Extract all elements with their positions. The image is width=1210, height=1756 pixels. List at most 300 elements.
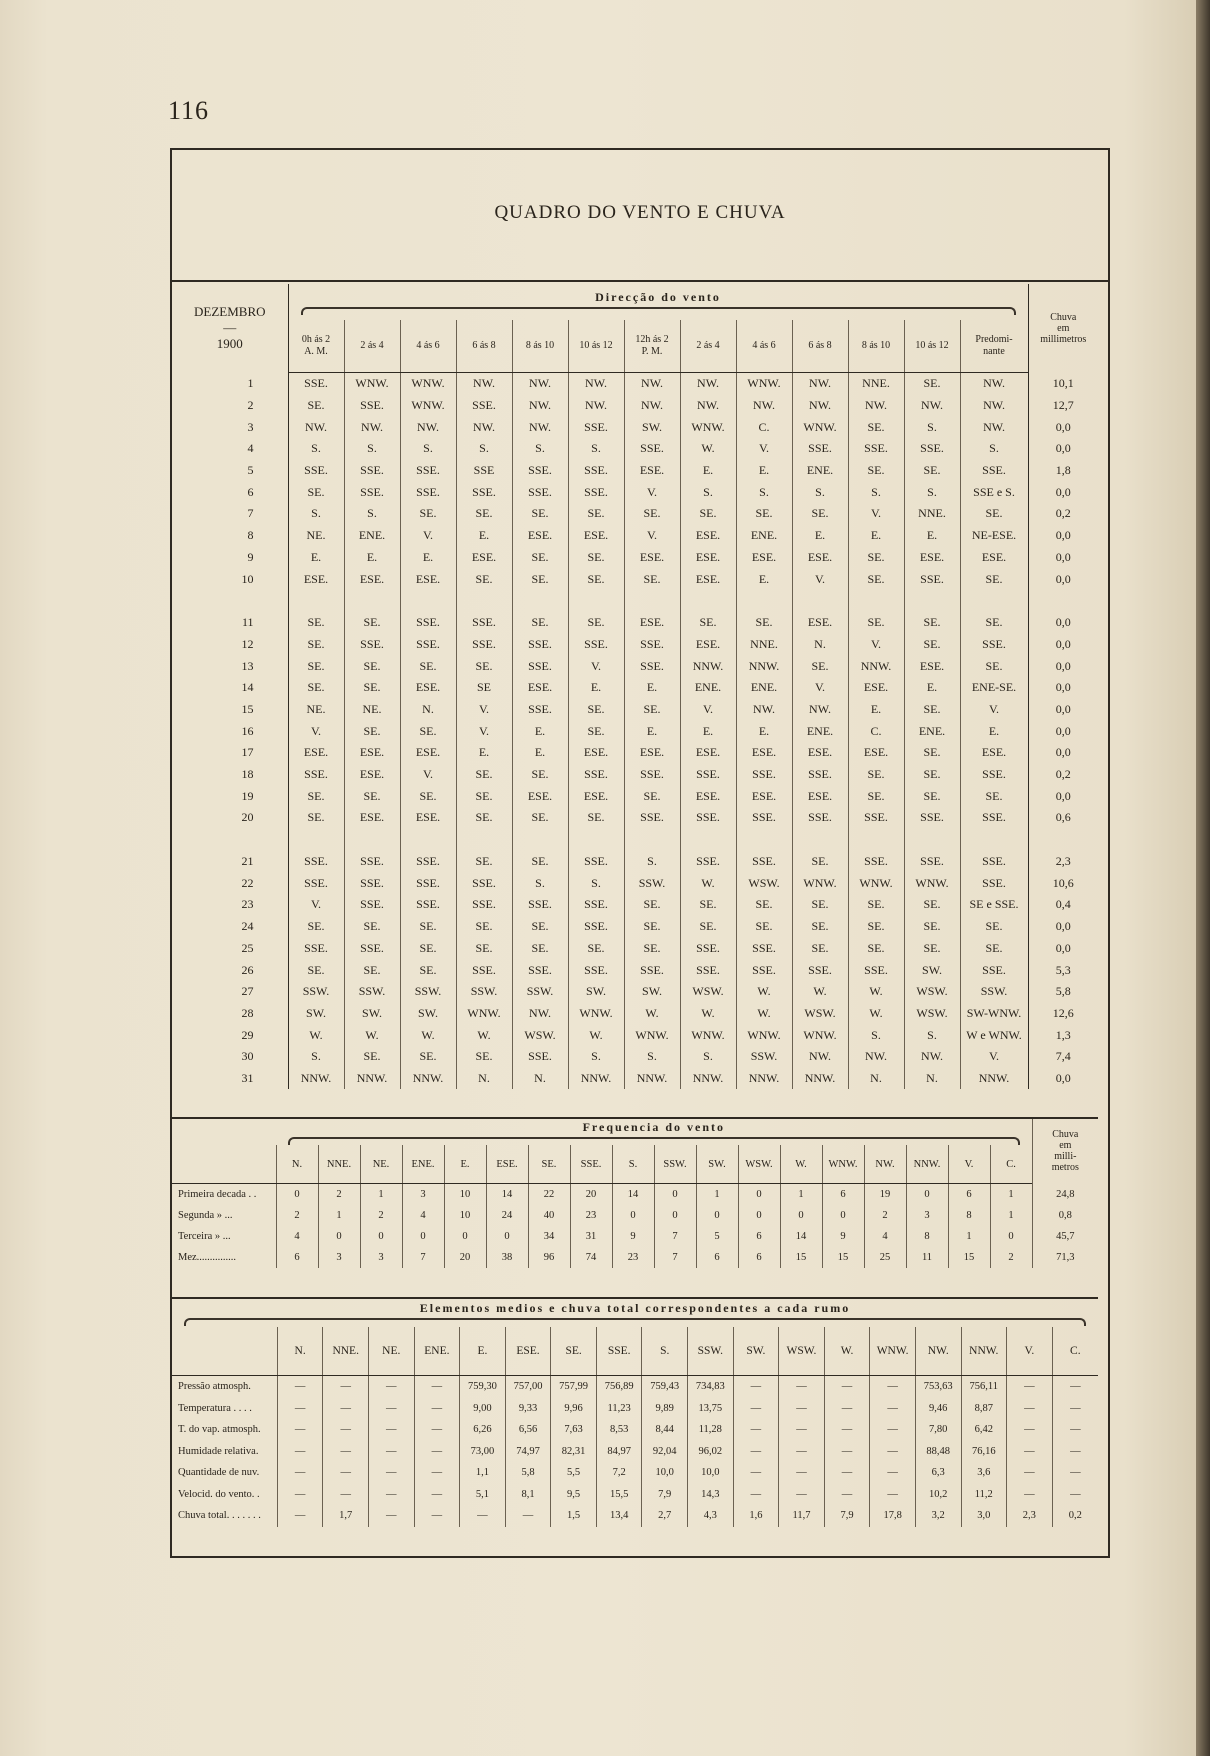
wind-cell: SE. — [288, 959, 344, 981]
element-cell: 96,02 — [688, 1441, 734, 1463]
element-cell: 4,3 — [688, 1505, 734, 1527]
element-cell: — — [277, 1441, 323, 1463]
predominant-cell: SSE. — [960, 634, 1028, 656]
freq-corner — [172, 1118, 276, 1145]
element-cell: — — [733, 1419, 779, 1441]
day-number: 11 — [241, 615, 254, 630]
wind-cell: WNW. — [904, 872, 960, 894]
wind-cell: NNE. — [904, 503, 960, 525]
wind-cell: WNW. — [400, 373, 456, 395]
wind-direction-table — [172, 284, 1098, 1089]
element-cell: 5,1 — [460, 1484, 506, 1506]
element-cell: 10,0 — [642, 1462, 688, 1484]
wind-cell: SE. — [904, 785, 960, 807]
wind-cell: S. — [680, 481, 736, 503]
header-brace — [184, 1318, 1086, 1326]
wind-cell: SSE. — [512, 634, 568, 656]
wind-cell: ESE. — [792, 785, 848, 807]
wind-cell: ESE. — [904, 655, 960, 677]
gap-cell — [288, 829, 344, 851]
wind-cell: SSE — [456, 460, 512, 482]
element-cell: 13,75 — [688, 1398, 734, 1420]
wind-cell: ESE. — [736, 785, 792, 807]
element-cell: 1,7 — [323, 1505, 369, 1527]
wind-cell: V. — [624, 525, 680, 547]
element-cell: — — [277, 1376, 323, 1398]
frequency-cell: 9 — [612, 1226, 654, 1247]
wind-cell: SSE. — [288, 851, 344, 873]
frequency-cell: 3 — [318, 1247, 360, 1268]
month-dash: — — [223, 320, 237, 336]
wind-cell: C. — [736, 416, 792, 438]
row-label: Velocid. do vento. . — [178, 1488, 260, 1500]
day-number: 4 — [247, 441, 254, 456]
wind-cell: SE. — [288, 785, 344, 807]
gap-cell — [288, 590, 344, 612]
direction-header: ENE. — [402, 1145, 444, 1184]
frequency-cell: 0 — [780, 1205, 822, 1226]
wind-cell: V. — [736, 438, 792, 460]
day-number: 15 — [241, 701, 254, 716]
element-cell: — — [414, 1419, 460, 1441]
wind-cell: NW. — [736, 699, 792, 721]
frequency-cell: 0 — [654, 1184, 696, 1206]
wind-cell: NW. — [568, 395, 624, 417]
frequency-cell: 3 — [402, 1184, 444, 1206]
table-row — [172, 872, 1098, 894]
gap-cell — [960, 590, 1028, 612]
wind-cell: S. — [288, 503, 344, 525]
wind-cell: V. — [400, 764, 456, 786]
element-cell: — — [277, 1419, 323, 1441]
wind-cell: SSE. — [792, 764, 848, 786]
element-cell: 6,42 — [961, 1419, 1007, 1441]
element-cell: 6,56 — [505, 1419, 551, 1441]
frequency-cell: 0 — [276, 1184, 318, 1206]
wind-cell: SSE. — [848, 438, 904, 460]
element-cell: — — [505, 1505, 551, 1527]
wind-cell: SW. — [624, 981, 680, 1003]
rain-header — [1028, 284, 1098, 373]
wind-cell: SSE. — [568, 460, 624, 482]
predominant-cell: SE. — [960, 916, 1028, 938]
wind-cell: SE. — [624, 938, 680, 960]
day-number: 1 — [247, 376, 254, 391]
wind-cell: SE. — [288, 481, 344, 503]
wind-cell: W. — [736, 981, 792, 1003]
frequency-cell: 7 — [654, 1226, 696, 1247]
direction-header: NNW. — [906, 1145, 948, 1184]
wind-cell: SSE. — [400, 634, 456, 656]
wind-cell: ENE. — [736, 677, 792, 699]
elements-title: Elementos medios e chuva total correspondentes a cada rumo — [419, 1300, 851, 1315]
wind-cell: SSE. — [456, 612, 512, 634]
wind-cell: NW. — [624, 373, 680, 395]
element-cell: 3,0 — [961, 1505, 1007, 1527]
element-cell: — — [870, 1462, 916, 1484]
wind-cell: E. — [848, 525, 904, 547]
table-row — [172, 1068, 1098, 1090]
wind-cell: ESE. — [400, 677, 456, 699]
rain-cell: 1,8 — [1028, 460, 1098, 482]
row-label: Terceira » ... — [178, 1231, 231, 1242]
wind-cell: S. — [624, 851, 680, 873]
wind-cell: SSE. — [400, 481, 456, 503]
frequency-cell: 0 — [696, 1205, 738, 1226]
element-cell: 8,1 — [505, 1484, 551, 1506]
wind-cell: ESE. — [288, 568, 344, 590]
wind-cell: SE. — [624, 699, 680, 721]
wind-cell: SE. — [568, 503, 624, 525]
row-label: Chuva total. . . . . . . — [178, 1510, 261, 1522]
table-row — [172, 1505, 1098, 1527]
frequency-cell: 15 — [948, 1247, 990, 1268]
wind-cell: S. — [680, 1046, 736, 1068]
predominant-cell: V. — [960, 699, 1028, 721]
wind-cell: SSE. — [624, 959, 680, 981]
wind-cell: SE. — [512, 547, 568, 569]
wind-cell: SE. — [344, 655, 400, 677]
wind-cell: SE. — [400, 655, 456, 677]
rain-cell: 0,0 — [1028, 634, 1098, 656]
frequency-cell: 0 — [990, 1226, 1032, 1247]
wind-cell: S. — [512, 438, 568, 460]
wind-cell: SE. — [904, 894, 960, 916]
gap-cell — [568, 829, 624, 851]
element-cell: — — [870, 1398, 916, 1420]
decade-gap — [172, 590, 1098, 612]
wind-cell: SE — [456, 677, 512, 699]
day-number: 27 — [241, 984, 254, 999]
wind-cell: NW. — [792, 699, 848, 721]
element-cell: — — [368, 1398, 414, 1420]
wind-cell: SE. — [736, 612, 792, 634]
gap-cell — [904, 590, 960, 612]
interval-header: 8 ás 10 — [848, 320, 904, 373]
wind-cell: SSE. — [288, 872, 344, 894]
predominant-cell: SSE. — [960, 764, 1028, 786]
wind-cell: SSE. — [344, 872, 400, 894]
wind-cell: W. — [344, 1024, 400, 1046]
direction-header: SSW. — [654, 1145, 696, 1184]
gap-cell — [960, 829, 1028, 851]
wind-cell: SSE. — [456, 959, 512, 981]
wind-cell: SE. — [624, 568, 680, 590]
table-row — [172, 785, 1098, 807]
wind-cell: NNW. — [344, 1068, 400, 1090]
table-row — [172, 1441, 1098, 1463]
wind-cell: ESE. — [288, 742, 344, 764]
predominant-cell: SSE. — [960, 807, 1028, 829]
wind-cell: SE. — [456, 807, 512, 829]
element-cell: 88,48 — [915, 1441, 961, 1463]
element-cell: — — [368, 1419, 414, 1441]
wind-cell: NW. — [792, 1046, 848, 1068]
frequency-cell: 1 — [360, 1184, 402, 1206]
element-cell: 1,1 — [460, 1462, 506, 1484]
table-row — [172, 851, 1098, 873]
wind-cell: WNW. — [848, 872, 904, 894]
table-row — [172, 807, 1098, 829]
wind-cell: SE. — [848, 785, 904, 807]
frequency-cell: 1 — [990, 1184, 1032, 1206]
wind-cell: E. — [456, 742, 512, 764]
rain-cell: 0,0 — [1028, 547, 1098, 569]
element-cell: — — [733, 1462, 779, 1484]
wind-cell: NNW. — [736, 655, 792, 677]
wind-cell: SSE. — [512, 460, 568, 482]
wind-cell: ENE. — [736, 525, 792, 547]
wind-cell: E. — [792, 525, 848, 547]
wind-cell: W. — [680, 872, 736, 894]
rain-label-line: milli- — [1054, 1151, 1077, 1163]
wind-cell: W. — [568, 1024, 624, 1046]
wind-cell: NW. — [680, 373, 736, 395]
gap-cell — [792, 829, 848, 851]
element-cell: — — [414, 1484, 460, 1506]
day-number: 6 — [247, 484, 254, 499]
wind-cell: SE. — [848, 568, 904, 590]
table-row — [172, 416, 1098, 438]
wind-cell: WNW. — [568, 1003, 624, 1025]
wind-cell: SSE. — [456, 481, 512, 503]
wind-cell: NNW. — [736, 1068, 792, 1090]
wind-cell: S. — [848, 1024, 904, 1046]
day-number: 10 — [241, 571, 254, 586]
direction-header: ESE. — [486, 1145, 528, 1184]
wind-cell: NW. — [568, 373, 624, 395]
frequency-cell: 6 — [276, 1247, 318, 1268]
row-label: Pressão atmosph. — [178, 1381, 251, 1393]
wind-cell: SE. — [512, 503, 568, 525]
page-number: 116 — [168, 96, 210, 125]
wind-cell: ENE. — [792, 460, 848, 482]
wind-cell: SSE. — [512, 894, 568, 916]
wind-cell: ESE. — [736, 742, 792, 764]
direction-header: C. — [990, 1145, 1032, 1184]
element-cell: — — [779, 1419, 825, 1441]
wind-cell: SW. — [288, 1003, 344, 1025]
rain-label-line: Chuva — [1050, 311, 1077, 323]
wind-cell: WNW. — [680, 416, 736, 438]
year-label: 1900 — [216, 336, 243, 352]
wind-cell: WNW. — [624, 1024, 680, 1046]
day-number: 23 — [241, 897, 254, 912]
predominant-cell: SE e SSE. — [960, 894, 1028, 916]
wind-cell: SE. — [736, 503, 792, 525]
table-row — [172, 612, 1098, 634]
rain-cell: 24,8 — [1032, 1184, 1098, 1206]
wind-cell: E. — [736, 460, 792, 482]
frequency-cell: 0 — [738, 1184, 780, 1206]
wind-cell: SSE. — [344, 894, 400, 916]
wind-cell: NW. — [680, 395, 736, 417]
wind-cell: SE. — [456, 851, 512, 873]
row-label: Quantidade de nuv. — [178, 1467, 260, 1479]
wind-cell: ESE. — [568, 525, 624, 547]
wind-cell: W. — [680, 438, 736, 460]
wind-cell: N. — [512, 1068, 568, 1090]
wind-cell: V. — [288, 720, 344, 742]
wind-cell: SSE. — [680, 938, 736, 960]
element-cell: — — [870, 1484, 916, 1506]
wind-cell: SSE. — [456, 634, 512, 656]
wind-cell: WNW. — [680, 1024, 736, 1046]
frequency-cell: 0 — [906, 1184, 948, 1206]
wind-cell: ESE. — [624, 742, 680, 764]
table-row — [172, 677, 1098, 699]
rain-cell: 0,0 — [1028, 612, 1098, 634]
frequency-cell: 7 — [654, 1247, 696, 1268]
wind-cell: ENE. — [344, 525, 400, 547]
wind-cell: NW. — [792, 395, 848, 417]
wind-cell: SE. — [400, 1046, 456, 1068]
element-cell: 9,46 — [915, 1398, 961, 1420]
wind-cell: SSE. — [456, 395, 512, 417]
frequency-cell: 1 — [948, 1226, 990, 1247]
wind-cell: SSW. — [344, 981, 400, 1003]
frequency-cell: 8 — [906, 1226, 948, 1247]
wind-cell: V. — [456, 699, 512, 721]
gap-cell — [400, 590, 456, 612]
day-number: 28 — [241, 1005, 254, 1020]
interval-header: 10 ás 12 — [568, 320, 624, 373]
wind-cell: E. — [680, 720, 736, 742]
wind-cell: WNW. — [792, 1024, 848, 1046]
direction-header: V. — [948, 1145, 990, 1184]
wind-cell: SSW. — [456, 981, 512, 1003]
predominant-cell: E. — [960, 720, 1028, 742]
predominant-cell: NW. — [960, 416, 1028, 438]
day-number: 14 — [241, 680, 254, 695]
wind-cell: ESE. — [848, 677, 904, 699]
wind-cell: SE. — [456, 655, 512, 677]
wind-cell: SW. — [344, 1003, 400, 1025]
wind-cell: V. — [792, 568, 848, 590]
wind-cell: S. — [344, 503, 400, 525]
element-cell: 1,5 — [551, 1505, 597, 1527]
frequency-cell: 7 — [402, 1247, 444, 1268]
element-cell: 5,8 — [505, 1462, 551, 1484]
rain-cell: 45,7 — [1032, 1226, 1098, 1247]
wind-cell: SE. — [680, 894, 736, 916]
gap-cell — [512, 590, 568, 612]
predominant-cell: NW. — [960, 395, 1028, 417]
wind-cell: NW. — [848, 1046, 904, 1068]
day-number: 30 — [241, 1049, 254, 1064]
element-cell: — — [323, 1462, 369, 1484]
frequency-cell: 74 — [570, 1247, 612, 1268]
wind-cell: NW. — [344, 416, 400, 438]
gap-cell — [1028, 590, 1098, 612]
element-cell: 759,43 — [642, 1376, 688, 1398]
wind-cell: V. — [568, 655, 624, 677]
direction-header: NE. — [368, 1327, 414, 1376]
wind-cell: SW. — [624, 416, 680, 438]
table-row — [172, 894, 1098, 916]
wind-cell: SE. — [288, 395, 344, 417]
day-number: 19 — [241, 788, 254, 803]
row-label: Humidade relativa. — [178, 1445, 259, 1457]
wind-cell: SE. — [288, 677, 344, 699]
wind-cell: SE. — [344, 720, 400, 742]
wind-cell: E. — [736, 568, 792, 590]
direction-header: WSW. — [738, 1145, 780, 1184]
element-cell: 759,30 — [460, 1376, 506, 1398]
interval-header: 12h ás 2 P. M. — [624, 320, 680, 373]
wind-cell: NW. — [624, 395, 680, 417]
predominant-cell: SSE. — [960, 959, 1028, 981]
wind-cell: SSE. — [512, 699, 568, 721]
rain-cell: 0,2 — [1028, 503, 1098, 525]
element-cell: 7,9 — [824, 1505, 870, 1527]
table-row — [172, 655, 1098, 677]
interval-header: 4 ás 6 — [400, 320, 456, 373]
table-row — [172, 720, 1098, 742]
wind-cell: SSE. — [568, 764, 624, 786]
wind-cell: V. — [624, 481, 680, 503]
element-cell: 11,2 — [961, 1484, 1007, 1506]
wind-cell: SSE. — [736, 938, 792, 960]
wind-cell: SE. — [904, 612, 960, 634]
wind-cell: SSE. — [344, 481, 400, 503]
row-label: T. do vap. atmosph. — [178, 1424, 261, 1436]
frequency-group-header — [276, 1118, 1032, 1145]
wind-cell: SE. — [624, 894, 680, 916]
element-cell: — — [824, 1441, 870, 1463]
predominant-cell: ESE. — [960, 742, 1028, 764]
wind-cell: SSE. — [344, 938, 400, 960]
wind-cell: WNW. — [344, 373, 400, 395]
wind-cell: C. — [848, 720, 904, 742]
element-cell: — — [824, 1398, 870, 1420]
day-number: 29 — [241, 1027, 254, 1042]
wind-cell: SSE. — [456, 894, 512, 916]
element-cell: 757,00 — [505, 1376, 551, 1398]
element-cell: 82,31 — [551, 1441, 597, 1463]
frequency-cell: 8 — [948, 1205, 990, 1226]
rain-cell: 0,0 — [1028, 416, 1098, 438]
day-number: 26 — [241, 962, 254, 977]
wind-cell: SSE. — [512, 1046, 568, 1068]
wind-cell: NW. — [792, 373, 848, 395]
element-cell: — — [1052, 1398, 1098, 1420]
frequency-cell: 40 — [528, 1205, 570, 1226]
wind-cell: SSE. — [568, 416, 624, 438]
wind-cell: SE. — [792, 894, 848, 916]
page-edge — [1196, 0, 1210, 1756]
frequency-cell: 4 — [402, 1205, 444, 1226]
rain-cell: 0,0 — [1028, 481, 1098, 503]
wind-cell: WSW. — [512, 1024, 568, 1046]
frequency-cell: 25 — [864, 1247, 906, 1268]
wind-cell: SE. — [456, 503, 512, 525]
interval-header: 6 ás 8 — [456, 320, 512, 373]
wind-cell: E. — [456, 525, 512, 547]
gap-cell — [456, 590, 512, 612]
wind-cell: SE. — [512, 764, 568, 786]
element-cell: 6,26 — [460, 1419, 506, 1441]
element-cell: 10,0 — [688, 1462, 734, 1484]
header-brace — [301, 307, 1016, 315]
element-cell: 15,5 — [596, 1484, 642, 1506]
frequency-cell: 38 — [486, 1247, 528, 1268]
wind-cell: SE. — [904, 938, 960, 960]
day-number: 5 — [247, 463, 254, 478]
direction-header: NE. — [360, 1145, 402, 1184]
day-number: 22 — [241, 875, 254, 890]
table-row — [172, 1398, 1098, 1420]
